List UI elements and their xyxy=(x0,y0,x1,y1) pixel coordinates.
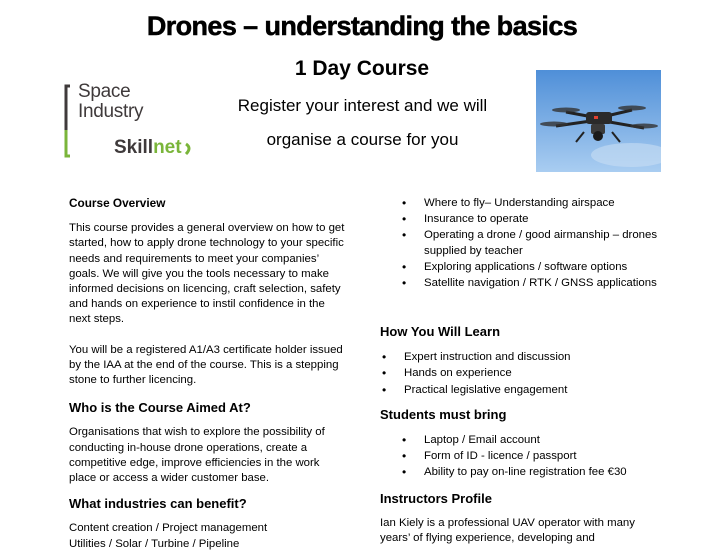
logo-net-part: net xyxy=(153,137,182,158)
aimed-at-heading: Who is the Course Aimed At? xyxy=(69,400,251,416)
list-item: • Ability to pay on-line registration fee €30 xyxy=(400,465,660,480)
register-line-1: Register your interest and we will xyxy=(237,96,488,115)
list-item: • Where to fly– Understanding airspace xyxy=(400,196,658,211)
instructors-profile-heading: Instructors Profile xyxy=(380,490,492,506)
list-item: • Exploring applications / software options xyxy=(400,260,658,275)
list-item: • Laptop / Email account xyxy=(400,433,660,448)
instructor-profile-text: Ian Kiely is a professional UAV operator with many years’ of flying experience, developing and xyxy=(380,516,635,545)
industries-heading: What industries can benefit? xyxy=(69,496,247,512)
list-item: • Satellite navigation / RTK / GNSS applications xyxy=(400,276,658,291)
list-item: • Hands on experience xyxy=(380,366,660,381)
industries-line-1: Content creation / Project management xyxy=(69,522,268,535)
course-overview-heading: Course Overview xyxy=(69,196,166,210)
list-item: • Practical legislative engagement xyxy=(380,383,660,398)
logo-industry-text: Industry xyxy=(78,101,144,122)
drone-photo xyxy=(536,70,661,172)
bring-list xyxy=(380,433,660,481)
page-title: Drones – understanding the basics xyxy=(146,11,578,41)
logo-skill-part: Skill xyxy=(114,137,154,158)
register-line-2: organise a course for you xyxy=(266,130,459,149)
how-you-will-learn-heading: How You Will Learn xyxy=(380,324,501,339)
right-column xyxy=(380,324,660,546)
left-column xyxy=(69,196,349,552)
list-item: • Expert instruction and discussion xyxy=(380,350,660,365)
topics-list xyxy=(400,196,658,291)
students-must-bring-heading: Students must bring xyxy=(380,406,507,422)
industries-line-2: Utilities / Solar / Turbine / Pipeline xyxy=(69,537,240,550)
topics-list-container xyxy=(400,196,658,292)
course-overview-text: This course provides a general overview on how to get started, how to apply drone technology to your specific needs and requirements to meet your companies’ goals. We will give you the tools necessary to make informed decisions on licencing, craft selection, safety and hands on experience to instil confidence in the next steps. xyxy=(69,222,345,326)
list-item: • Form of ID - licence / passport xyxy=(400,449,660,464)
logo-skillnet-text xyxy=(114,138,182,157)
list-item: • Insurance to operate xyxy=(400,212,658,227)
learn-list xyxy=(380,350,660,398)
certificate-text: You will be a registered A1/A3 certificate holder issued by the IAA at the end of the course. This is a stepping stone to further licencing. xyxy=(69,343,343,387)
logo-space-text: Space xyxy=(78,81,131,102)
drone-icon xyxy=(536,70,661,172)
aimed-at-text: Organisations that wish to explore the possibility of conducting in-house drone operations, create a competitive edge, improve efficiencies in the work place or access a wider customer base. xyxy=(69,426,325,485)
list-item: • Operating a drone / good airmanship – drones supplied by teacher xyxy=(400,228,658,258)
space-industry-skillnet-logo xyxy=(62,82,202,168)
course-duration: 1 Day Course xyxy=(294,57,430,80)
